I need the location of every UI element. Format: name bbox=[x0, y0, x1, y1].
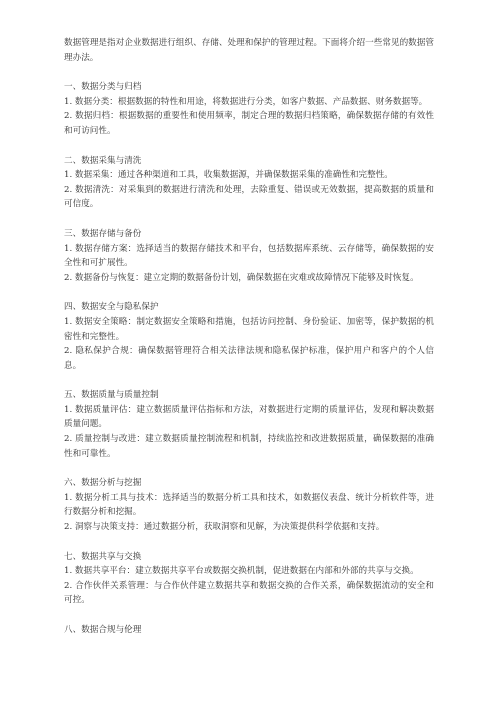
section-item: 2. 质量控制与改进：建立数据质量控制流程和机制，持续监控和改进数据质量，确保数据的准确性和可靠性。 bbox=[64, 434, 434, 459]
section-item: 2. 数据备份与恢复：建立定期的数据备份计划，确保数据在灾难或故障情况下能够及时恢复。 bbox=[64, 272, 419, 283]
section-7 bbox=[64, 550, 434, 608]
section-2 bbox=[64, 154, 434, 212]
section-item: 2. 洞察与决策支持：通过数据分析，获取洞察和见解，为决策提供科学依据和支持。 bbox=[64, 522, 385, 533]
section-heading: 三、数据存储与备份 bbox=[64, 228, 142, 239]
section-item: 2. 数据清洗：对采集到的数据进行清洗和处理，去除重复、错误或无效数据，提高数据的质量和可信度。 bbox=[64, 184, 434, 210]
intro-paragraph: 数据管理是指对企业数据进行组织、存储、处理和保护的管理过程。下面将介绍一些常见的数据管理办法。 bbox=[64, 38, 434, 63]
section-6 bbox=[64, 476, 434, 534]
section-item: 2. 合作伙伴关系管理：与合作伙伴建立数据共享和数据交换的合作关系，确保数据流动的安全和可控。 bbox=[64, 580, 434, 606]
section-3 bbox=[64, 227, 434, 285]
document-body bbox=[64, 36, 434, 653]
section-8 bbox=[64, 623, 434, 638]
section-heading: 七、数据共享与交换 bbox=[64, 551, 142, 562]
section-heading: 四、数据安全与隐私保护 bbox=[64, 302, 159, 313]
section-1 bbox=[64, 80, 434, 138]
section-item: 2. 隐私保护合规：确保数据管理符合相关法律法规和隐私保护标准，保护用户和客户的个人信息。 bbox=[64, 346, 434, 371]
section-item: 1. 数据采集：通过各种渠道和工具，收集数据源，并确保数据采集的准确性和完整性。 bbox=[64, 170, 393, 181]
section-item: 1. 数据质量评估：建立数据质量评估指标和方法，对数据进行定期的质量评估，发现和解决数据质量问题。 bbox=[64, 404, 434, 430]
section-5 bbox=[64, 388, 434, 461]
section-heading: 二、数据采集与清洗 bbox=[64, 155, 142, 166]
section-item: 1. 数据安全策略：制定数据安全策略和措施，包括访问控制、身份验证、加密等，保护数据的机密性和完整性。 bbox=[64, 316, 434, 342]
section-item: 1. 数据存储方案：选择适当的数据存储技术和平台，包括数据库系统、云存储等，确保数据的安全性和可扩展性。 bbox=[64, 243, 434, 269]
section-heading: 八、数据合规与伦理 bbox=[64, 625, 142, 635]
section-item: 2. 数据归档：根据数据的重要性和使用频率，制定合理的数据归档策略，确保数据存储的有效性和可访问性。 bbox=[64, 111, 434, 136]
section-heading: 六、数据分析与挖掘 bbox=[64, 478, 142, 489]
section-item: 1. 数据共享平台：建立数据共享平台或数据交换机制，促进数据在内部和外部的共享与交换。 bbox=[64, 566, 419, 577]
section-4 bbox=[64, 300, 434, 373]
section-heading: 五、数据质量与质量控制 bbox=[64, 390, 159, 401]
section-item: 1. 数据分析工具与技术：选择适当的数据分析工具和技术，如数据仪表盘、统计分析软件等，进行数据分析和挖掘。 bbox=[64, 492, 434, 518]
section-item: 1. 数据分类：根据数据的特性和用途，将数据进行分类，如客户数据、产品数据、财务数据等。 bbox=[64, 96, 428, 107]
section-heading: 一、数据分类与归档 bbox=[64, 82, 142, 93]
